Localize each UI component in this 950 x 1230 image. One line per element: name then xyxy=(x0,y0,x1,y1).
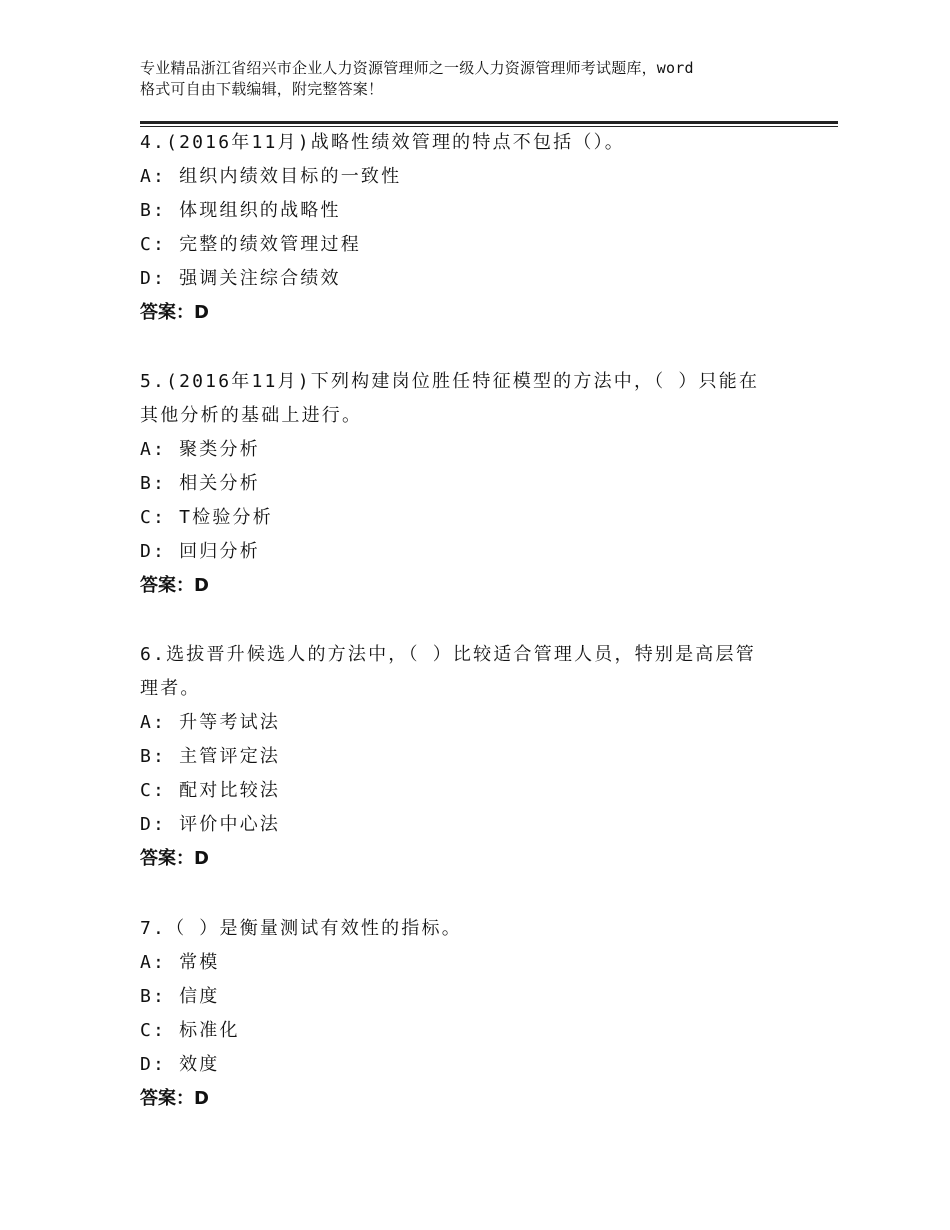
answer-label: 答案：D xyxy=(140,1088,209,1109)
option-a: A: 聚类分析 xyxy=(140,439,260,460)
question-4 xyxy=(140,126,820,330)
option-a: A: 常模 xyxy=(140,952,220,973)
answer-label: 答案：D xyxy=(140,848,209,869)
question-7 xyxy=(140,912,820,1116)
answer-label: 答案：D xyxy=(140,302,209,323)
question-6 xyxy=(140,638,820,876)
option-b: B: 主管评定法 xyxy=(140,746,281,767)
option-d: D: 回归分析 xyxy=(140,541,260,562)
option-c: C: T检验分析 xyxy=(140,507,273,528)
option-a: A: 组织内绩效目标的一致性 xyxy=(140,166,402,187)
option-b: B: 体现组织的战略性 xyxy=(140,200,341,221)
question-text: 7.（ ）是衡量测试有效性的指标。 xyxy=(140,918,462,939)
option-c: C: 完整的绩效管理过程 xyxy=(140,234,361,255)
question-text: 4.(2016年11月)战略性绩效管理的特点不包括（）。 xyxy=(140,132,625,153)
option-a: A: 升等考试法 xyxy=(140,712,281,733)
question-text-line-1: 5.(2016年11月)下列构建岗位胜任特征模型的方法中，（ ）只能在 xyxy=(140,371,760,392)
option-c: C: 配对比较法 xyxy=(140,780,281,801)
option-b: B: 信度 xyxy=(140,986,220,1007)
option-d: D: 效度 xyxy=(140,1054,220,1075)
option-d: D: 强调关注综合绩效 xyxy=(140,268,341,289)
header-divider-thick xyxy=(140,121,838,124)
option-c: C: 标准化 xyxy=(140,1020,240,1041)
option-d: D: 评价中心法 xyxy=(140,814,281,835)
question-text-line-2: 理者。 xyxy=(140,678,201,699)
header-line-2: 格式可自由下载编辑，附完整答案！ xyxy=(140,80,384,98)
document-header xyxy=(140,58,830,100)
header-line-1: 专业精品浙江省绍兴市企业人力资源管理师之一级人力资源管理师考试题库，word xyxy=(140,59,694,77)
question-text-line-2: 其他分析的基础上进行。 xyxy=(140,405,363,426)
answer-label: 答案：D xyxy=(140,575,209,596)
question-text-line-1: 6.选拔晋升候选人的方法中，（ ）比较适合管理人员，特别是高层管 xyxy=(140,644,756,665)
option-b: B: 相关分析 xyxy=(140,473,260,494)
question-5 xyxy=(140,365,820,603)
